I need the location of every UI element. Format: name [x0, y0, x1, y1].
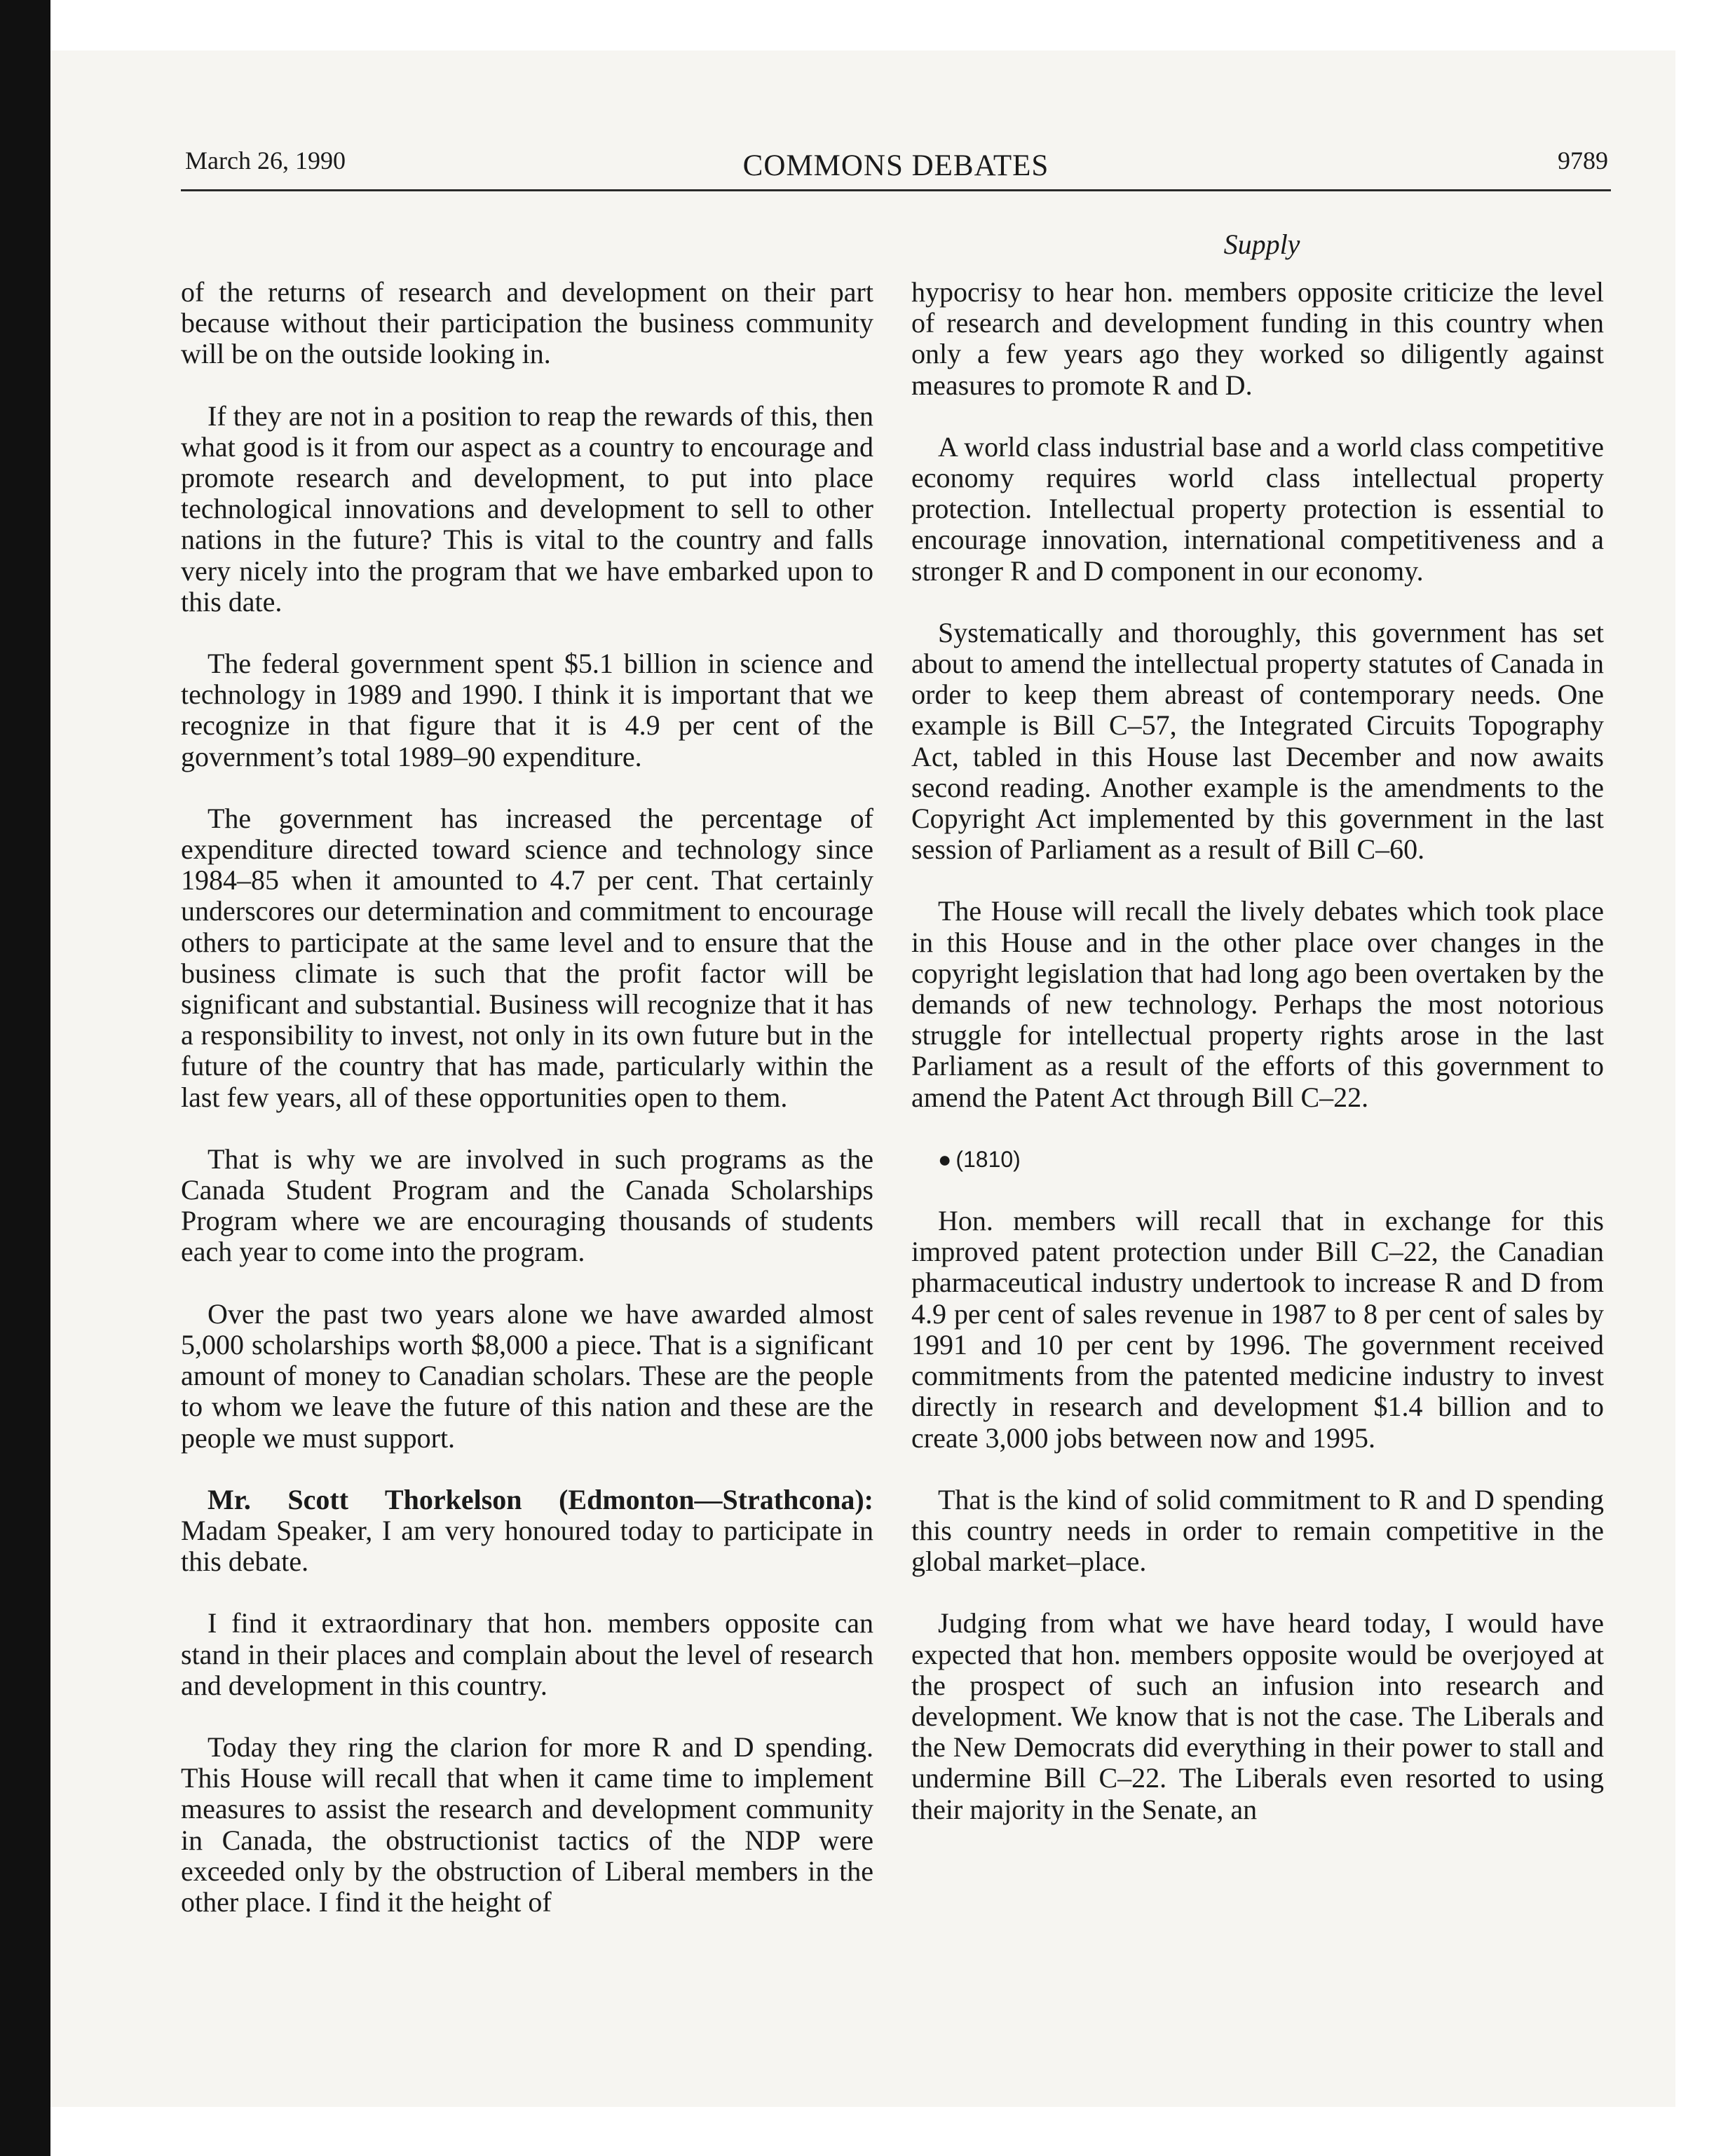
header-date: March 26, 1990 [185, 146, 346, 175]
paragraph: The federal government spent $5.1 billion in science and technology in 1989 and 1990. I think it is important that we recognize in that figure that it is 4.9 per cent of the government’s total 1989–90 expenditure. [181, 648, 873, 772]
paragraph: Today they ring the clarion for more R and D spending. This House will recall that when it came time to implement measures to assist the research and development community in Canada, the obstructionist tactics of the NDP were exceeded only by the obstruction of Liberal members in the other place. I find it the height of [181, 1731, 873, 1918]
section-label: Supply [1223, 228, 1300, 260]
paragraph: The House will recall the lively debates which took place in this House and in the other place over changes in the copyright legislation that had long ago been overtaken by the demands of new technology. Perhaps the most notorious struggle for intellectual property rights arose in the last Parliament as a result of the efforts of this government to amend the Patent Act through Bill C–22. [911, 895, 1604, 1113]
header-title: COMMONS DEBATES [742, 149, 1049, 182]
paragraph: A world class industrial base and a world class competitive economy requires world class intellectual property protection. Intellectual property protection is essential to encourage innovation, international competitiveness and a stronger R and D component in our economy. [911, 430, 1604, 587]
scan-border [0, 0, 50, 2156]
paragraph: Over the past two years alone we have awarded almost 5,000 scholarships worth $8,000 a piece. That is a significant amount of money to Canadian scholars. These are the people to whom we leave the future of this nation and these are the people we must support. [181, 1297, 873, 1454]
left-column [181, 277, 873, 1949]
paragraph: That is the kind of solid commitment to R and D spending this country needs in order to remain competitive in the global market–place. [911, 1483, 1604, 1578]
speaker-paragraph [181, 1485, 873, 1578]
header-page-number: 9789 [1558, 146, 1608, 175]
scan-margin [50, 0, 1735, 50]
paragraph: That is why we are involved in such programs as the Canada Student Program and the Canada Scholarships Program where we are encouraging thousands of students each year to come into the program. [181, 1142, 873, 1268]
bullet-icon: ● [938, 1146, 952, 1172]
time-marker [911, 1144, 1604, 1175]
paragraph: If they are not in a position to reap the rewards of this, then what good is it from our aspect as a country to encourage and promote research and development, to put into place technological innovations and development to sell to other nations in the future? This is vital to the country and falls very nicely into the program that we have embarked upon to this date. [181, 400, 873, 618]
paragraph: Judging from what we have heard today, I would have expected that hon. members opposite would be overjoyed at the prospect of such an infusion into research and development. We know that is not the case. The Liberals and the New Democrats did everything in their power to stall and undermine Bill C–22. The Liberals even resorted to using their majority in the Senate, an [911, 1607, 1604, 1825]
paragraph: hypocrisy to hear hon. members opposite criticize the level of research and development funding in this country when only a few years ago they worked so diligently against measures to promote R and D. [911, 276, 1604, 401]
paragraph: The government has increased the percentage of expenditure directed toward science and technology since 1984–85 when it amounted to 4.7 per cent. That certainly underscores our determination and commitment to encourage others to participate at the same level and to ensure that the business climate is such that the profit factor will be significant and substantial. Business will recognize that it has a responsibility to invest, not only in its own future but in the future of the country that has made, particularly within the last few years, all of these opportunities open to them. [181, 802, 873, 1113]
paragraph: Hon. members will recall that in exchange for this improved patent protection under Bill C–22, the Canadian pharmaceutical industry undertook to increase R and D from 4.9 per cent of sales revenue in 1987 to 8 per cent of sales by 1991 and 10 per cent by 1996. The government received commitments from the patented medicine industry to invest directly in research and development $1.4 billion and to create 3,000 jobs between now and 1995. [911, 1205, 1604, 1454]
speaker-name: Mr. Scott Thorkelson (Edmonton—Strathcona): [207, 1483, 873, 1515]
time-marker-text: (1810) [955, 1146, 1021, 1172]
paragraph: I find it extraordinary that hon. members opposite can stand in their places and complain about the level of research and development in this country. [181, 1607, 873, 1701]
page-header [181, 140, 1611, 191]
speaker-text: Madam Speaker, I am very honoured today to participate in this debate. [181, 1514, 873, 1578]
paragraph: Systematically and thoroughly, this government has set about to amend the intellectual property statutes of Canada in order to keep them abreast of contemporary needs. One example is Bill C–57, the Integrated Circuits Topography Act, tabled in this House last December and now awaits second reading. Another example is the amendments to the Copyright Act implemented by this government in the last session of Parliament as a result of Bill C–60. [911, 616, 1604, 866]
paragraph: of the returns of research and development on their part because without their participation the business community will be on the outside looking in. [181, 276, 873, 370]
right-column [911, 277, 1604, 1856]
